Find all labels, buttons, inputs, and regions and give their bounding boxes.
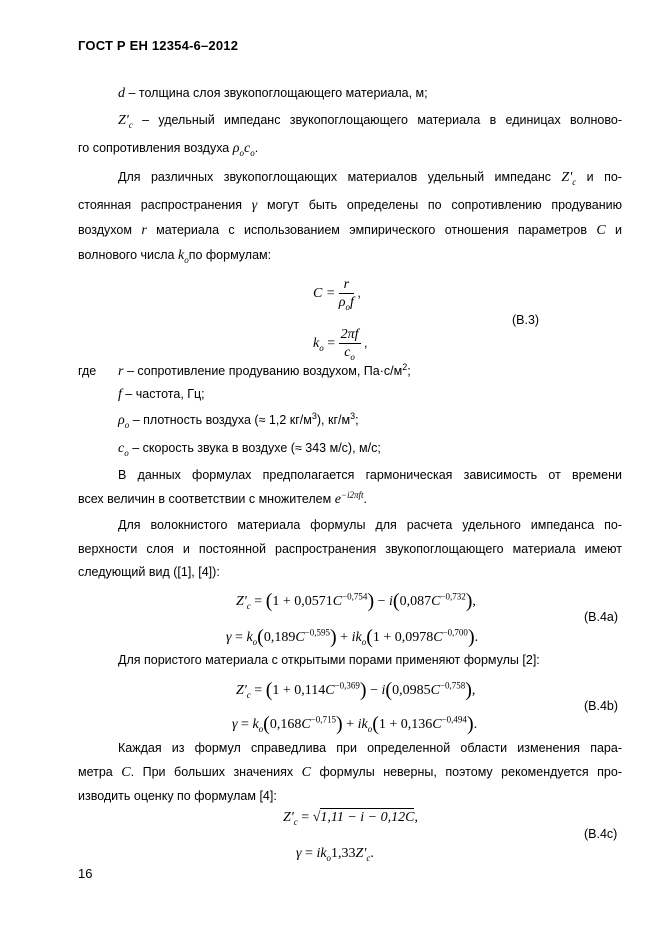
- where-label: где: [78, 364, 97, 378]
- where-rho: $\rho_o$ – плотность воздуха (≈ 1,2 $кг/м^3$), $кг/м^3$;: [118, 410, 359, 430]
- document-header: ГОСТ Р ЕН 12354-6–2012: [78, 38, 239, 53]
- definition-z-line2: го сопротивления воздуха $\rho_oc_o$.: [78, 141, 259, 158]
- equation-b4b-label: (B.4b): [584, 699, 619, 713]
- paragraph-5-line1: Каждая из формул справедлива при определенной области изменения пара-: [118, 741, 622, 755]
- symbol-d: d: [118, 86, 125, 101]
- equation-b4b-z: $Z'_c = (1 + 0,114C^{-0,369}) - i(0,0985C^{-0,758})$,: [236, 679, 476, 701]
- definition-z-text: – удельный импеданс звукопоглощающего материала в единицах волново-: [142, 113, 622, 127]
- paragraph-1-line1: Для различных звукопоглощающих материалов удельный импеданс $Z'_c$ и по-: [118, 170, 622, 187]
- equation-b3-c: C = $\frac{r}{\rho_of}$ ,: [313, 277, 361, 312]
- paragraph-5-line2: метра C. При больших значениях C формулы неверны, поэтому рекомендуется про-: [78, 765, 622, 780]
- definition-z-line1: [118, 113, 622, 129]
- equation-b4c-label: (B.4c): [584, 827, 618, 841]
- equation-b4a-gamma: $\gamma = k_o(0,189C^{-0,595}) + ik_o(1 + 0,0978C^{-0,700})$.: [226, 626, 479, 648]
- definition-d: [118, 86, 428, 102]
- paragraph-2-line2: всех величин в соответствии с множителем $e^{-i2\pi ft}$.: [78, 489, 367, 507]
- equation-b4b-gamma: $\gamma = k_o(0,168C^{-0,715}) + ik_o(1 + 0,136C^{-0,494})$.: [232, 713, 478, 735]
- equation-b3-k: $k_o$ = $\frac{2\pi f}{c_o}$ ,: [313, 327, 368, 362]
- equation-b3-label: (B.3): [512, 313, 540, 327]
- paragraph-1-line3: воздухом r материала с использованием эмпирического отношения параметров C и: [78, 223, 622, 238]
- paragraph-4-line1: Для пористого материала с открытыми порами применяют формулы [2]:: [118, 653, 540, 667]
- page-number: 16: [78, 866, 93, 881]
- symbol-z: $Z'_c$: [118, 113, 133, 130]
- paragraph-1-line4: волнового числа $k_oпо$ формулам:: [78, 248, 272, 265]
- where-c: $c_o$ – скорость звука в воздухе (≈ 343 м/с), м/с;: [118, 441, 381, 458]
- paragraph-3-line2: верхности слоя и постоянной распространения звукопоглощающего материала имеют: [78, 542, 622, 556]
- where-f: f – частота, Гц;: [118, 387, 205, 402]
- paragraph-2-line1: В данных формулах предполагается гармоническая зависимость от времени: [118, 468, 622, 482]
- equation-b4a-label: (B.4a): [584, 610, 619, 624]
- sqrt-icon: √: [312, 810, 321, 825]
- paragraph-5-line3: изводить оценку по формулам [4]:: [78, 789, 277, 803]
- equation-b4a-z: $Z'_c = (1 + 0,0571C^{-0,754}) - i(0,087C^{-0,732})$,: [236, 590, 476, 612]
- equation-b4c-z: $Z'_c = √1,11 - i - 0,12C$,: [283, 810, 418, 827]
- paragraph-3-line3: следующий вид ([1], [4]):: [78, 565, 220, 579]
- equation-b4c-gamma: $\gamma = ik_o1,33Z'_c$.: [296, 846, 374, 863]
- definition-d-text: – толщина слоя звукопоглощающего материала, м;: [128, 86, 428, 100]
- where-r: r – сопротивление продуванию воздухом, $Па\cdot с/м^2$;: [118, 361, 411, 379]
- paragraph-3-line1: Для волокнистого материала формулы для расчета удельного импеданса по-: [118, 518, 622, 532]
- paragraph-1-line2: стоянная распространения γ могут быть определены по сопротивлению продуванию: [78, 198, 622, 213]
